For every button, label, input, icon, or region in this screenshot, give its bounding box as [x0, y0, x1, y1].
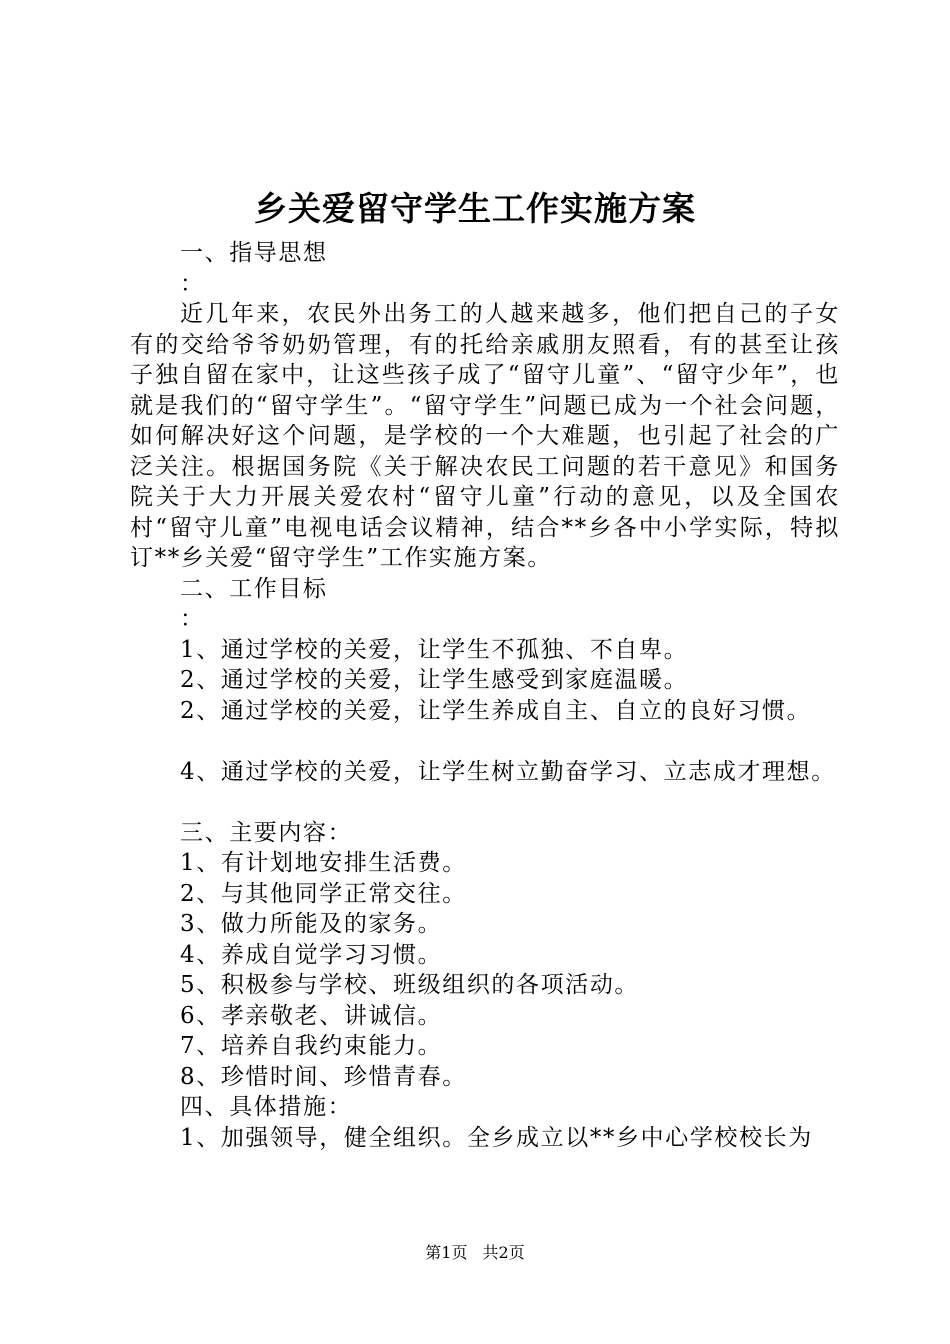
- guiding-paragraph: 近几年来，农民外出务工的人越来越多，他们把自己的子女有的交给爷爷奶奶管理，有的托给亲戚朋友照看，有的甚至让孩子独自留在家中，让这些孩子成了“留守儿童”、“留守少年”，也就是我们的“留守学生”。“留守学生”问题已成为一个社会问题，如何解决好这个问题，是学校的一个大难题，也引起了社会的广泛关注。根据国务院《关于解决农民工问题的若干意见》和国务院关于大力开展关爱农村“留守儿童”行动的意见，以及全国农村“留守儿童”电视电话会议精神，结合**乡各中小学实际，特拟订**乡关爱“留守学生”工作实施方案。: [130, 301, 840, 571]
- goal-item: 2、通过学校的关爱，让学生感受到家庭温暖。: [180, 667, 689, 693]
- section-heading-measures: 四、具体措施：: [180, 1094, 353, 1120]
- blank-line: [130, 787, 840, 818]
- content-item: 1、有计划地安排生活费。: [180, 850, 467, 876]
- document-title: 乡关爱留守学生工作实施方案: [254, 189, 696, 228]
- content-item: 2、与其他同学正常交往。: [180, 880, 467, 907]
- section-colon-guiding: ：: [180, 270, 205, 297]
- blank-line: [130, 726, 840, 757]
- document-body: [130, 238, 840, 1153]
- content-item: 7、培养自我约束能力。: [180, 1033, 443, 1059]
- section-heading-goals: 二、工作目标: [180, 575, 328, 602]
- page-footer: [0, 1242, 950, 1264]
- content-item: 8、珍惜时间、珍惜青春。: [180, 1063, 467, 1090]
- measure-item: 1、加强领导，健全组织。全乡成立以**乡中心学校校长为: [180, 1124, 813, 1151]
- goal-item: 4、通过学校的关爱，让学生树立勤奋学习、立志成才理想。: [180, 758, 836, 785]
- content-item: 4、养成自觉学习习惯。: [180, 941, 443, 968]
- page-total: 共2页: [482, 1243, 525, 1262]
- page-number: 第1页: [425, 1243, 468, 1262]
- section-heading-guiding: 一、指导思想: [180, 240, 328, 266]
- section-colon-goals: ：: [180, 606, 205, 632]
- content-item: 3、做力所能及的家务。: [180, 911, 443, 937]
- content-item: 5、积极参与学校、班级组织的各项活动。: [180, 972, 640, 998]
- goal-item: 2、通过学校的关爱，让学生养成自主、自立的良好习惯。: [180, 697, 812, 724]
- goal-item: 1、通过学校的关爱，让学生不孤独、不自卑。: [180, 636, 689, 663]
- section-heading-content: 三、主要内容：: [180, 819, 353, 846]
- content-item: 6、孝亲敬老、讲诚信。: [180, 1002, 443, 1029]
